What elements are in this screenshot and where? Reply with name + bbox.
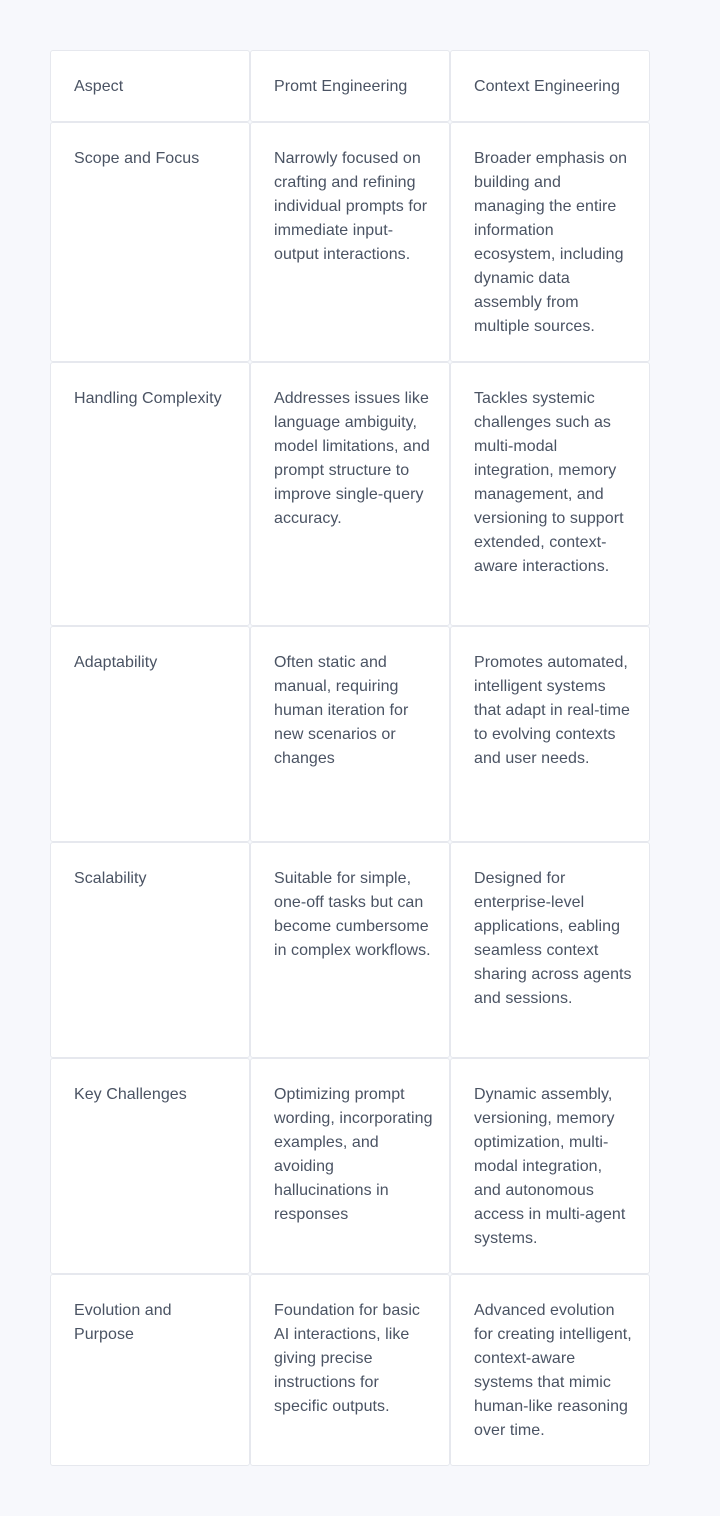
cell-prompt: Often static and manual, requiring human iteration for new scenarios or changes bbox=[250, 626, 450, 842]
cell-aspect: Adaptability bbox=[50, 626, 250, 842]
table-row bbox=[50, 362, 650, 626]
table-header-row bbox=[50, 50, 650, 122]
table-row bbox=[50, 626, 650, 842]
comparison-table bbox=[50, 50, 650, 1466]
cell-aspect: Key Challenges bbox=[50, 1058, 250, 1274]
cell-aspect: Scalability bbox=[50, 842, 250, 1058]
header-cell-aspect: Aspect bbox=[50, 50, 250, 122]
cell-prompt: Suitable for simple, one-off tasks but can become cumbersome in complex workflows. bbox=[250, 842, 450, 1058]
cell-aspect: Scope and Focus bbox=[50, 122, 250, 362]
table-row bbox=[50, 1058, 650, 1274]
cell-context: Promotes automated, intelligent systems that adapt in real-time to evolving contexts and user needs. bbox=[450, 626, 650, 842]
cell-aspect: Handling Complexity bbox=[50, 362, 250, 626]
table-row bbox=[50, 1274, 650, 1466]
cell-context: Advanced evolution for creating intelligent, context-aware systems that mimic human-like reasoning over time. bbox=[450, 1274, 650, 1466]
cell-prompt: Foundation for basic AI interactions, like giving precise instructions for specific outputs. bbox=[250, 1274, 450, 1466]
cell-prompt: Optimizing prompt wording, incorporating examples, and avoiding hallucinations in responses bbox=[250, 1058, 450, 1274]
cell-context: Tackles systemic challenges such as multi-modal integration, memory management, and versioning to support extended, context-aware interactions. bbox=[450, 362, 650, 626]
table-row bbox=[50, 842, 650, 1058]
header-cell-context-engineering: Context Engineering bbox=[450, 50, 650, 122]
cell-context: Dynamic assembly, versioning, memory optimization, multi-modal integration, and autonomous access in multi-agent systems. bbox=[450, 1058, 650, 1274]
table-row bbox=[50, 122, 650, 362]
cell-aspect: Evolution and Purpose bbox=[50, 1274, 250, 1466]
cell-prompt: Addresses issues like language ambiguity, model limitations, and prompt structure to improve single-query accuracy. bbox=[250, 362, 450, 626]
cell-prompt: Narrowly focused on crafting and refining individual prompts for immediate input-output interactions. bbox=[250, 122, 450, 362]
cell-context: Designed for enterprise-level applications, eabling seamless context sharing across agents and sessions. bbox=[450, 842, 650, 1058]
cell-context: Broader emphasis on building and managing the entire information ecosystem, including dynamic data assembly from multiple sources. bbox=[450, 122, 650, 362]
header-cell-prompt-engineering: Promt Engineering bbox=[250, 50, 450, 122]
